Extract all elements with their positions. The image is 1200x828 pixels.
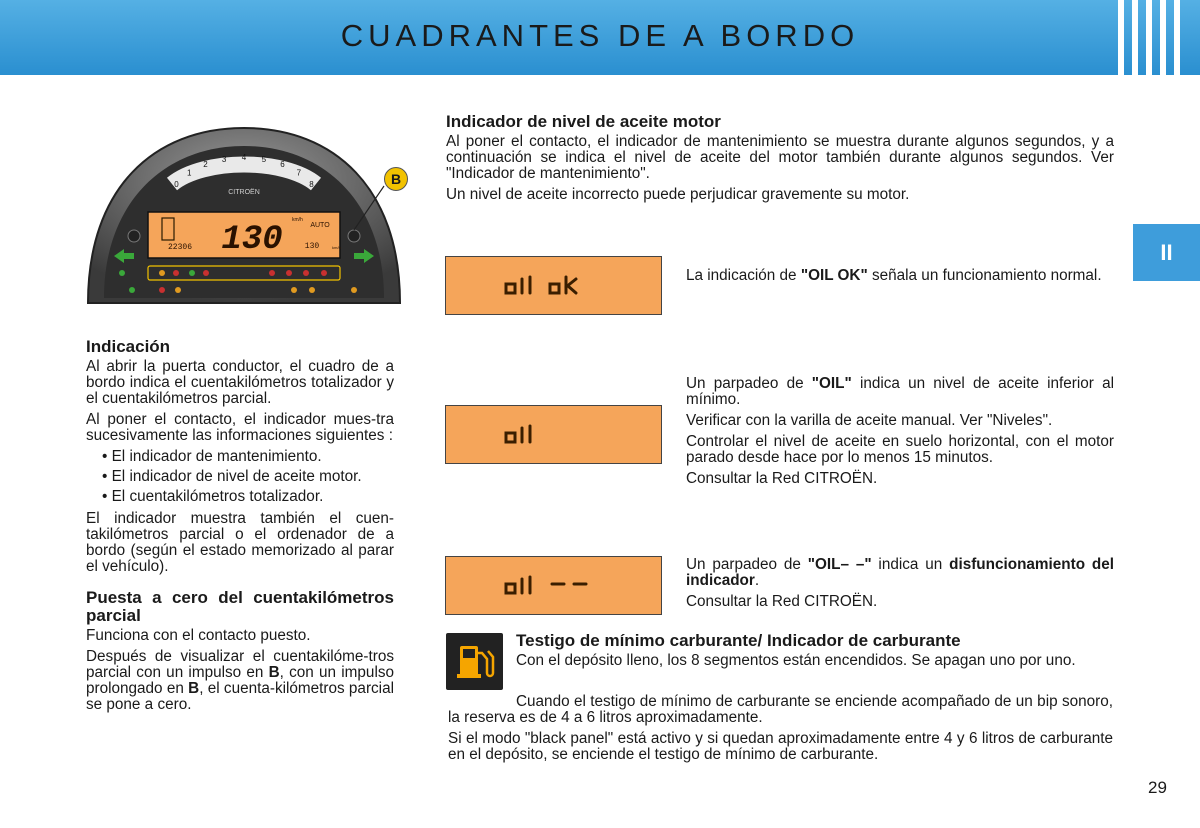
gauge-digit: 5	[261, 154, 267, 164]
oil-ok-lcd-display	[445, 256, 662, 315]
gauge-digit: 3	[221, 154, 227, 164]
chapter-tab: II	[1133, 224, 1200, 281]
fuel-section-top	[516, 632, 1113, 674]
oil-low-p3: Controlar el nivel de aceite en suelo horizontal, con el motor parado desde hace por lo menos 15 minutos.	[686, 433, 1114, 466]
fuel-p2: Cuando el testigo de mínimo de carburante se enciende acompañado de un bip sonoro, la reserva es de 4 a 6 litros aproximadamente.	[448, 693, 1113, 726]
oil-section	[446, 113, 1114, 208]
oil-heading: Indicador de nivel de aceite motor	[446, 112, 721, 131]
gauge-digit: 4	[241, 153, 247, 162]
indicacion-p2: Al poner el contacto, el indicador mues-tra sucesivamente las informaciones siguientes :	[86, 411, 394, 444]
gauge-digit: 0	[174, 179, 179, 189]
oil-p2: Un nivel de aceite incorrecto puede perjudicar gravemente su motor.	[446, 186, 910, 203]
gauge-digit: 6	[280, 160, 285, 170]
oil-fault-p2: Consultar la Red CITROËN.	[686, 593, 878, 610]
fuel-warning-icon	[446, 633, 503, 690]
list-item: • El indicador de mantenimiento.	[102, 448, 322, 465]
auto-mode-label: AUTO	[310, 222, 330, 229]
small-speed-unit: km/h	[332, 245, 341, 250]
indicacion-list	[86, 449, 394, 505]
indicacion-p3: El indicador muestra también el cuen-takilómetros parcial o el ordenador de a bordo (según el estado memorizado al parar el vehículo).	[86, 510, 394, 575]
list-item: • El cuentakilómetros totalizador.	[102, 488, 324, 505]
oil-low-p2: Verificar con la varilla de aceite manual. Ver "Niveles".	[686, 412, 1053, 429]
speed-unit: km/h	[292, 217, 303, 223]
header-band	[0, 0, 1200, 75]
list-item: • El indicador de nivel de aceite motor.	[102, 468, 362, 485]
gauge-digit: 7	[296, 168, 302, 178]
header-stripes	[1118, 0, 1180, 75]
oil-fault-text: Un parpadeo de "OIL– –" indica un disfuncionamiento del indicador. Consultar la Red CITROËN.	[686, 556, 1115, 610]
indicacion-p1: Al abrir la puerta conductor, el cuadro de a bordo indica el cuentakilómetros totalizador y el cuentakilómetros parcial.	[86, 358, 394, 407]
brand-logo-text: CITROËN	[228, 189, 260, 196]
puesta-heading: Puesta a cero del cuentakilómetros parcial	[86, 588, 394, 625]
indicacion-heading: Indicación	[86, 337, 171, 356]
gauge-digit: 2	[203, 160, 208, 170]
fuel-heading: Testigo de mínimo carburante/ Indicador de carburante	[516, 631, 961, 650]
odometer-readout: 22306	[167, 243, 193, 252]
gauge-digit: 1	[186, 168, 192, 178]
oil-lcd-display	[445, 405, 662, 464]
fuel-p3: Si el modo "black panel" está activo y si quedan aproximadamente entre 4 y 6 litros de carburante en el depósito, se enciende el testigo de mínimo de carburante.	[448, 730, 1113, 763]
gauge-digit: 8	[309, 179, 314, 189]
oil-low-text: Un parpadeo de "OIL" indica un nivel de aceite inferior al mínimo. Verificar con la varilla de aceite manual. Ver "Niveles". Controlar el nivel de aceite en suelo horizontal, con el motor parado desde hace por lo menos 15 minutos. Consultar la Red CITROËN.	[686, 375, 1114, 487]
speed-readout: 130	[221, 221, 283, 259]
oil-ok-text: La indicación de "OIL OK" señala un funcionamiento normal.	[686, 267, 1102, 284]
oil-dash-lcd-display	[445, 556, 662, 615]
oil-p1: Al poner el contacto, el indicador de mantenimiento se muestra durante algunos segundos, y a continuación se indica el nivel de aceite del motor también durante algunos segundos. Ver "Indicador de mantenimiento".	[446, 133, 1114, 182]
page-number: 29	[1148, 778, 1167, 797]
puesta-p1: Funciona con el contacto puesto.	[86, 627, 311, 644]
callout-b: B	[384, 167, 408, 191]
dashboard-illustration	[84, 118, 404, 318]
small-speed-readout: 130	[304, 242, 320, 251]
page-title: CUADRANTES DE A BORDO	[340, 18, 860, 53]
fuel-p1: Con el depósito lleno, los 8 segmentos están encendidos. Se apagan uno por uno.	[516, 652, 1076, 669]
oil-low-p4: Consultar la Red CITROËN.	[686, 470, 878, 487]
fuel-section-bottom	[448, 694, 1113, 768]
puesta-p2: Después de visualizar el cuentakilóme-tros parcial con un impulso en B, con un impulso prolongado en B, el cuenta-kilómetros parcial se pone a cero.	[86, 648, 394, 713]
left-column	[86, 338, 394, 718]
